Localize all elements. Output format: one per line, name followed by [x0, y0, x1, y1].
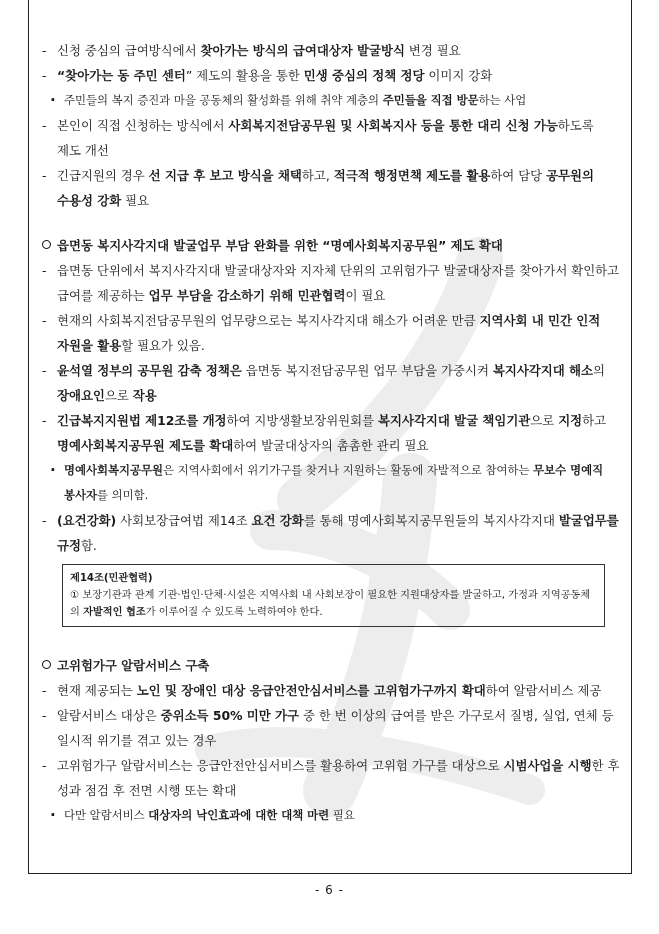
text-run: 한 후 성과 점검 후 전면 시행 또는 확대: [57, 758, 620, 798]
emphasis-text: 작용: [132, 388, 157, 403]
section1-heading-text: 읍면동 복지사각지대 발굴업무 부담 완화를 위한 “명예사회복지공무원” 제도 확대: [57, 238, 503, 253]
emphasis-text: 명예사회복지공무원: [64, 463, 164, 477]
section1-bullet-3: [32, 358, 620, 408]
emphasis-text: 선 지급 후 보고 방식을 채택: [148, 168, 302, 183]
emphasis-text: 장애요인: [57, 388, 105, 403]
text-run: 필요: [121, 193, 150, 208]
section2-bullet-3-sub: [32, 803, 620, 828]
text-run: 주민들의 복지 증진과 마을 공동체의 활성화를 위해 취약 계층의: [64, 93, 383, 107]
section2-bullet-1: [32, 678, 620, 703]
emphasis-text: 명예사회복지공무원 제도를 확대: [57, 438, 234, 453]
text-run: 긴급지원의 경우: [57, 168, 149, 183]
emphasis-text: 지정: [558, 413, 583, 428]
emphasis-text: 민생 중심의 정책 정당: [303, 68, 425, 83]
emphasis-text: 발굴업무를 규정: [57, 513, 619, 553]
text-run: 이미지 강화: [424, 68, 493, 83]
text-run: 현재 제공되는: [57, 683, 137, 698]
text-run: 하는 사업: [478, 93, 527, 107]
page-content: [32, 38, 620, 828]
text-run: 알람서비스 대상은: [57, 708, 161, 723]
text-run: 읍면동 복지전담공무원 업무 부담을 가중시켜: [241, 363, 493, 378]
text-run: 본인이 직접 신청하는 방식에서: [57, 118, 229, 133]
emphasis-text: 주민들을 직접 방문: [382, 93, 479, 107]
text-run: ” 제도의 활용을 통한: [185, 68, 304, 83]
text-run: 사회보장급여법 제14조: [116, 513, 252, 528]
section1-bullet-1: [32, 258, 620, 308]
text-run: 의: [592, 363, 605, 378]
hollow-circle-bullet-icon: [42, 660, 51, 669]
text-run: 으로: [530, 413, 559, 428]
emphasis-text: 무보수 명예직 봉사자: [64, 463, 604, 502]
emphasis-text: 자발적인 협조: [83, 607, 146, 618]
text-run: 하여 담당: [490, 168, 547, 183]
text-run: 가 이루어질 수 있도록 노력하여야 한다.: [145, 607, 323, 618]
emphasis-text: “: [57, 68, 66, 83]
text-run: 읍면동 단위에서 복지사각지대 발굴대상자와 지자체 단위의 고위험가구 발굴대상자를 찾아가서 확인하고 급여를 제공하는: [57, 263, 620, 303]
text-run: 하도록 제도 개선: [57, 118, 594, 158]
emphasis-text: 대상자의 낙인효과에 대한 대책 마련: [148, 808, 330, 822]
emphasis-text: 지역사회 내 민간 인적 자원을 활용: [57, 313, 601, 353]
intro-bullet-4: [32, 163, 620, 213]
emphasis-text: 찾아가는 방식의 급여대상자 발굴방식: [200, 43, 405, 58]
hollow-circle-bullet-icon: [42, 240, 51, 249]
text-run: 하여 지방생활보장위원회를: [226, 413, 379, 428]
emphasis-text: (요건강화): [57, 513, 117, 528]
emphasis-text: 공무원의 수용성 강화: [57, 168, 594, 208]
text-run: 하고: [582, 413, 607, 428]
law-article-box: [62, 564, 605, 627]
law-article-title: 제14조(민관협력): [70, 573, 153, 584]
text-run: 필요: [329, 808, 355, 822]
text-run: 신청 중심의 급여방식에서: [57, 43, 201, 58]
text-run: ① 보장기관과 관계 기관·법인·단체·시설은 지역사회 내 사회보장이 필요한 지원대상자를 발굴하고, 가정과 지역공동체의: [70, 590, 591, 618]
intro-bullet-2-sub: [32, 88, 620, 113]
emphasis-text: 적극적 행정면책 제도를 활용: [333, 168, 491, 183]
emphasis-text: 업무 부담을 감소하기 위해 민관협력: [148, 288, 346, 303]
text-run: 하여 발굴대상자의 촘촘한 관리 필요: [233, 438, 429, 453]
section2-bullet-2: [32, 703, 620, 753]
section1-bullet-4-sub: [32, 458, 620, 508]
section2-heading: [32, 653, 620, 678]
section1-heading: [32, 233, 620, 258]
emphasis-text: 복지사각지대 해소: [492, 363, 593, 378]
spacer: [32, 633, 620, 653]
emphasis-text: 시범사업을 시행: [503, 758, 592, 773]
section1-bullet-5: [32, 508, 620, 558]
text-run: 중 한 번 이상의 급여를 받은 가구로서 질병, 실업, 연체 등 일시적 위기를 겪고 있는 경우: [57, 708, 614, 748]
text-run: 으로: [104, 388, 133, 403]
emphasis-text: 중위소득 50% 미만 가구: [160, 708, 299, 723]
text-run: 할 필요가 있음.: [121, 338, 205, 353]
text-run: 고위험가구 알람서비스는 응급안전안심서비스를 활용하여 고위험 가구를 대상으로: [57, 758, 504, 773]
text-run: 하여 알람서비스 제공: [485, 683, 602, 698]
text-run: 하고,: [301, 168, 334, 183]
page-number: - 6 -: [315, 883, 344, 897]
emphasis-text: 사회복지전담공무원 및 사회복지사 등을 통한 대리 신청 가능: [228, 118, 558, 133]
intro-bullet-1: [32, 38, 620, 63]
text-run: 함.: [80, 538, 97, 553]
intro-bullet-3: [32, 113, 620, 163]
text-run: 를 의미함.: [97, 488, 149, 502]
intro-bullet-2: [32, 63, 620, 88]
section2-bullet-3: [32, 753, 620, 803]
section2-heading-text: 고위험가구 알람서비스 구축: [57, 658, 210, 673]
spacer: [32, 213, 620, 233]
text-run: 를 통해 명예사회복지공무원들의 복지사각지대: [303, 513, 559, 528]
emphasis-text: 찾아가는 동 주민 센터: [65, 68, 186, 83]
section1-bullet-4: [32, 408, 620, 458]
emphasis-text: 요건 강화: [251, 513, 304, 528]
text-run: 이 필요: [345, 288, 386, 303]
text-run: 현재의 사회복지전담공무원의 업무량으로는 복지사각지대 해소가 어려운 만큼: [57, 313, 480, 328]
emphasis-text: 복지사각지대 발굴 책임기관: [378, 413, 531, 428]
section1-bullet-2: [32, 308, 620, 358]
text-run: 은 지역사회에서 위기가구를 찾거나 지원하는 활동에 자발적으로 참여하는: [163, 463, 534, 477]
emphasis-text: 노인 및 장애인 대상 응급안전안심서비스를 고위험가구까지 확대: [136, 683, 486, 698]
law-article-body: [70, 587, 597, 621]
emphasis-text: 윤석열 정부의 공무원 감축 정책은: [57, 363, 242, 378]
text-run: 다만 알람서비스: [64, 808, 149, 822]
emphasis-text: 긴급복지지원법 제12조를 개정: [57, 413, 227, 428]
text-run: 변경 필요: [404, 43, 461, 58]
